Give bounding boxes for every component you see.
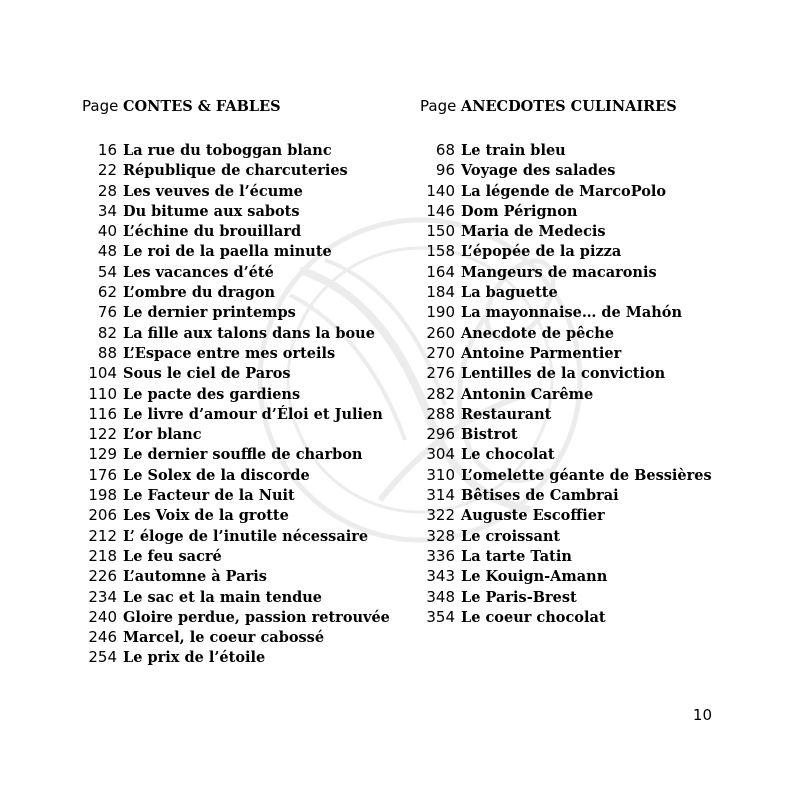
- toc-entry: [82, 587, 390, 607]
- entry-page-number: 234: [88, 587, 117, 606]
- entry-title: Les vacances d’été: [123, 263, 274, 281]
- entry-title: Le Paris-Brest: [461, 588, 577, 606]
- toc-entry: [420, 424, 712, 444]
- contes-fables-column: [82, 96, 390, 668]
- entry-title: Marcel, le coeur cabossé: [123, 629, 325, 647]
- toc-entry: [82, 343, 390, 363]
- page-label: Page: [420, 97, 457, 115]
- toc-entry: [420, 526, 712, 546]
- entry-title: Le dernier souffle de charbon: [123, 446, 363, 464]
- entry-title: La baguette: [461, 284, 558, 302]
- entry-title: Gloire perdue, passion retrouvée: [123, 608, 390, 626]
- entry-title: Le livre d’amour d’Éloi et Julien: [123, 405, 383, 423]
- entry-title: Lentilles de la conviction: [461, 365, 666, 383]
- entry-page-number: 270: [426, 343, 455, 362]
- entry-title: La mayonnaise… de Mahón: [461, 304, 683, 322]
- entry-page-number: 146: [426, 201, 455, 220]
- toc-entry: [420, 546, 712, 566]
- toc-entry: [82, 546, 390, 566]
- toc-list: [82, 140, 390, 668]
- entry-page-number: 328: [426, 526, 455, 545]
- toc-entry: [82, 485, 390, 505]
- column-header: [420, 96, 712, 116]
- entry-page-number: 282: [426, 384, 455, 403]
- page-label: Page: [82, 97, 119, 115]
- toc-entry: [420, 201, 712, 221]
- toc-entry: [82, 181, 390, 201]
- entry-title: Les Voix de la grotte: [123, 507, 289, 525]
- toc-entry: [82, 282, 390, 302]
- toc-entry: [82, 302, 390, 322]
- entry-title: Dom Pérignon: [461, 202, 578, 220]
- entry-page-number: 96: [435, 161, 455, 180]
- entry-title: L’échine du brouillard: [123, 223, 302, 241]
- entry-title: Le dernier printemps: [123, 304, 296, 322]
- entry-title: Le sac et la main tendue: [123, 588, 323, 606]
- toc-entry: [420, 160, 712, 180]
- toc-entry: [420, 566, 712, 586]
- toc-entry: [82, 384, 390, 404]
- entry-page-number: 314: [426, 486, 455, 505]
- toc-entry: [420, 262, 712, 282]
- toc-entry: [420, 302, 712, 322]
- entry-page-number: 104: [88, 364, 117, 383]
- entry-page-number: 34: [97, 201, 117, 220]
- entry-title: Les veuves de l’écume: [123, 182, 303, 200]
- toc-entry: [420, 444, 712, 464]
- entry-page-number: 110: [88, 384, 117, 403]
- entry-title: Le pacte des gardiens: [123, 385, 301, 403]
- entry-title: République de charcuteries: [123, 162, 348, 180]
- entry-title: Restaurant: [461, 405, 552, 423]
- toc-entry: [82, 160, 390, 180]
- toc-entry: [82, 566, 390, 586]
- entry-page-number: 122: [88, 425, 117, 444]
- page-number: 10: [692, 706, 712, 724]
- entry-page-number: 88: [97, 343, 117, 362]
- toc-entry: [420, 384, 712, 404]
- entry-title: Anecdote de pêche: [461, 324, 615, 342]
- entry-page-number: 288: [426, 404, 455, 423]
- entry-title: L’épopée de la pizza: [461, 243, 622, 261]
- toc-entry: [420, 343, 712, 363]
- toc-entry: [420, 404, 712, 424]
- entry-page-number: 22: [97, 161, 117, 180]
- toc-entry: [420, 465, 712, 485]
- entry-title: L’automne à Paris: [123, 568, 267, 586]
- toc-entry: [420, 241, 712, 261]
- entry-page-number: 68: [435, 141, 455, 159]
- entry-title: Le feu sacré: [123, 547, 222, 565]
- toc-entry: [82, 140, 390, 160]
- toc-entry: [82, 444, 390, 464]
- entry-title: Maria de Medecis: [461, 223, 606, 241]
- entry-page-number: 76: [97, 303, 117, 322]
- toc-entry: [420, 323, 712, 343]
- entry-page-number: 184: [426, 283, 455, 302]
- entry-title: Antoine Parmentier: [461, 344, 622, 362]
- entry-page-number: 116: [88, 404, 117, 423]
- entry-page-number: 254: [88, 648, 117, 667]
- toc-entry: [420, 587, 712, 607]
- entry-page-number: 82: [97, 323, 117, 342]
- entry-page-number: 54: [97, 262, 117, 281]
- entry-page-number: 190: [426, 303, 455, 322]
- entry-page-number: 218: [88, 546, 117, 565]
- toc-entry: [82, 627, 390, 647]
- entry-page-number: 322: [426, 506, 455, 525]
- entry-title: Antonin Carême: [461, 385, 594, 403]
- anecdotes-culinaires-column: [420, 96, 712, 627]
- entry-title: Le Kouign-Amann: [461, 568, 608, 586]
- entry-title: L’omelette géante de Bessières: [461, 466, 712, 484]
- entry-page-number: 150: [426, 222, 455, 241]
- toc-entry: [420, 221, 712, 241]
- toc-entry: [420, 363, 712, 383]
- entry-page-number: 276: [426, 364, 455, 383]
- toc-entry: [420, 505, 712, 525]
- entry-page-number: 310: [426, 465, 455, 484]
- entry-page-number: 206: [88, 506, 117, 525]
- entry-title: Le Solex de la discorde: [123, 466, 310, 484]
- toc-entry: [420, 181, 712, 201]
- toc-entry: [82, 262, 390, 282]
- entry-title: Bêtises de Cambrai: [461, 487, 619, 505]
- toc-entry: [82, 323, 390, 343]
- entry-title: Le train bleu: [461, 142, 566, 159]
- entry-page-number: 16: [97, 141, 117, 159]
- toc-entry: [82, 607, 390, 627]
- entry-title: Voyage des salades: [461, 162, 616, 180]
- toc-entry: [82, 404, 390, 424]
- toc-entry: [420, 140, 712, 160]
- entry-page-number: 246: [88, 628, 117, 647]
- toc-entry: [82, 424, 390, 444]
- entry-page-number: 28: [97, 181, 117, 200]
- entry-title: La légende de MarcoPolo: [461, 182, 667, 200]
- section-title: CONTES & FABLES: [123, 98, 281, 115]
- toc-list: [420, 140, 712, 627]
- entry-title: L’Espace entre mes orteils: [123, 344, 336, 362]
- toc-entry: [82, 526, 390, 546]
- entry-page-number: 158: [426, 242, 455, 261]
- entry-page-number: 176: [88, 465, 117, 484]
- entry-page-number: 40: [97, 222, 117, 241]
- entry-page-number: 260: [426, 323, 455, 342]
- toc-entry: [82, 465, 390, 485]
- toc-entry: [82, 647, 390, 667]
- entry-page-number: 164: [426, 262, 455, 281]
- column-header: [82, 96, 390, 116]
- toc-entry: [420, 282, 712, 302]
- entry-title: Le croissant: [461, 527, 561, 545]
- entry-title: La fille aux talons dans la boue: [123, 324, 375, 342]
- entry-page-number: 140: [426, 181, 455, 200]
- entry-title: L’or blanc: [123, 426, 202, 444]
- entry-page-number: 343: [426, 567, 455, 586]
- entry-page-number: 296: [426, 425, 455, 444]
- entry-title: L’ éloge de l’inutile nécessaire: [123, 527, 369, 545]
- entry-title: Le roi de la paella minute: [123, 243, 332, 261]
- toc-entry: [82, 221, 390, 241]
- entry-page-number: 198: [88, 486, 117, 505]
- entry-page-number: 212: [88, 526, 117, 545]
- entry-title: Le coeur chocolat: [461, 608, 606, 626]
- toc-entry: [420, 485, 712, 505]
- entry-title: La rue du toboggan blanc: [123, 142, 332, 159]
- entry-title: Sous le ciel de Paros: [123, 365, 291, 383]
- entry-title: Du bitume aux sabots: [123, 202, 300, 220]
- entry-title: Mangeurs de macaronis: [461, 263, 657, 281]
- toc-entry: [82, 505, 390, 525]
- section-title: ANECDOTES CULINAIRES: [461, 98, 677, 115]
- entry-title: Le prix de l’étoile: [123, 649, 266, 667]
- entry-page-number: 240: [88, 607, 117, 626]
- entry-title: Le Facteur de la Nuit: [123, 487, 295, 505]
- entry-title: La tarte Tatin: [461, 547, 572, 565]
- entry-page-number: 48: [97, 242, 117, 261]
- entry-page-number: 62: [97, 283, 117, 302]
- entry-page-number: 354: [426, 607, 455, 626]
- entry-title: Bistrot: [461, 426, 518, 444]
- entry-page-number: 226: [88, 567, 117, 586]
- entry-page-number: 129: [88, 445, 117, 464]
- toc-entry: [82, 201, 390, 221]
- entry-page-number: 336: [426, 546, 455, 565]
- toc-entry: [420, 607, 712, 627]
- entry-page-number: 304: [426, 445, 455, 464]
- toc-entry: [82, 363, 390, 383]
- entry-title: Auguste Escoffier: [461, 507, 605, 525]
- entry-title: Le chocolat: [461, 446, 555, 464]
- entry-page-number: 348: [426, 587, 455, 606]
- entry-title: L’ombre du dragon: [123, 284, 276, 302]
- toc-entry: [82, 241, 390, 261]
